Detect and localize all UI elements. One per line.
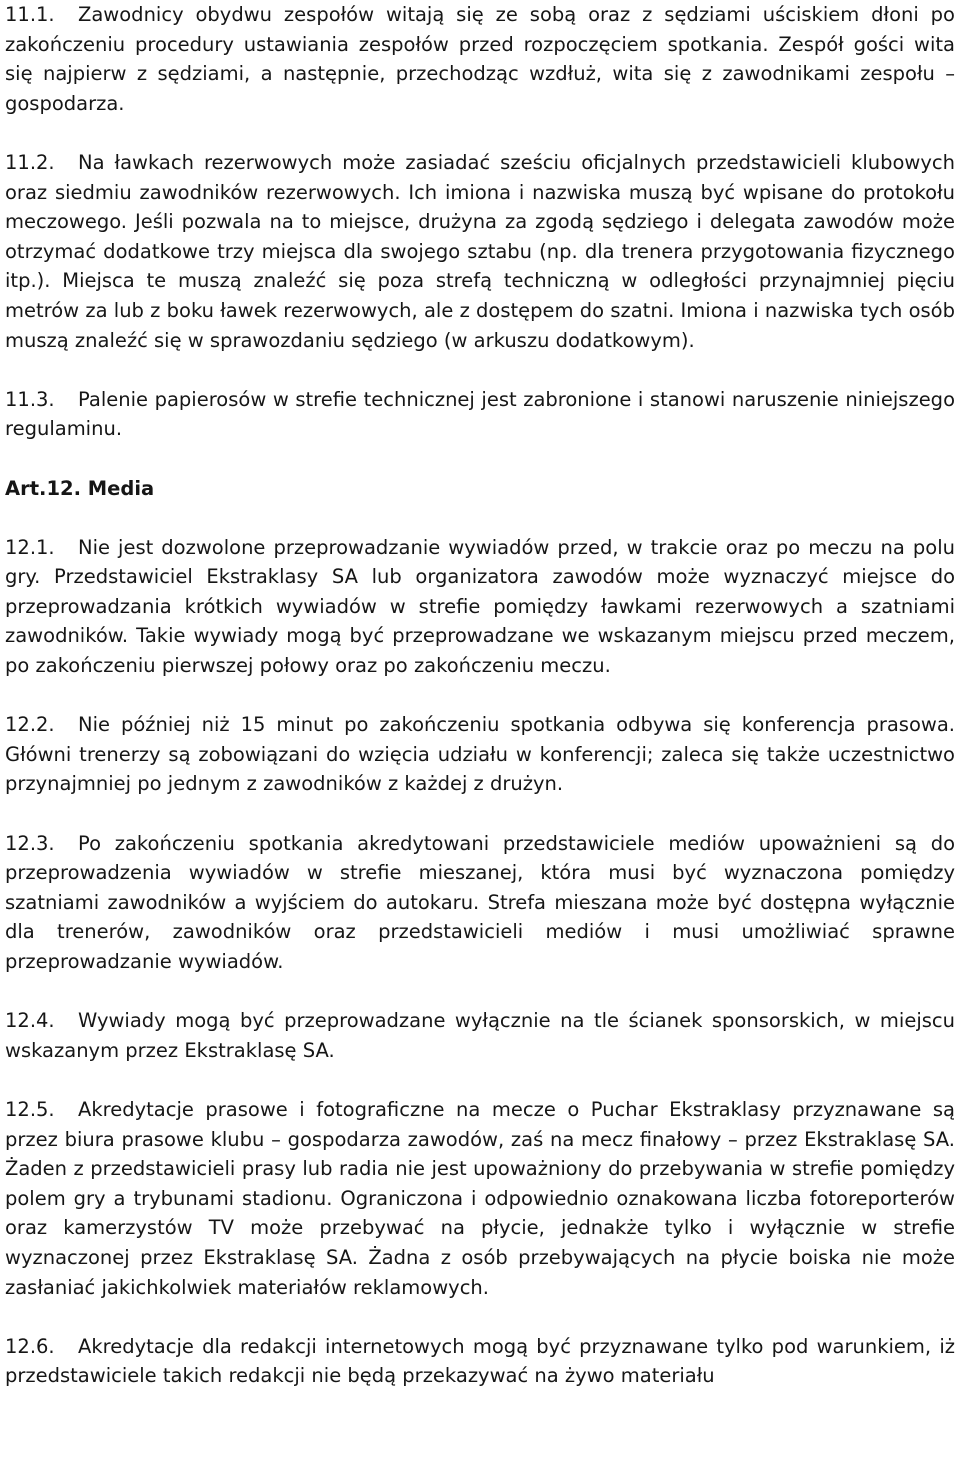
paragraph-number: 12.5. [5, 1097, 55, 1121]
paragraph-number: 11.3. [5, 387, 55, 411]
paragraph-number: 12.3. [5, 831, 55, 855]
paragraph-12-6 [5, 1332, 955, 1391]
paragraph-12-3 [5, 829, 955, 977]
paragraph-number: 12.1. [5, 535, 55, 559]
section-heading: Art.12. Media [5, 476, 155, 500]
paragraph-12-1 [5, 533, 955, 681]
paragraph-11-1 [5, 0, 955, 118]
paragraph-11-3 [5, 385, 955, 444]
paragraph-number: 11.2. [5, 150, 55, 174]
paragraph-number: 12.2. [5, 713, 55, 737]
paragraph-number: 12.6. [5, 1334, 55, 1358]
paragraph-text: Nie później niż 15 minut po zakończeniu spotkania odbywa się konferencja prasowa. Główni trenerzy są zobowiązani do wzięcia udziału w konferencji; zaleca się także uczestnictwo przynajmniej po jednym z zawodników z każdej z drużyn. [5, 713, 955, 796]
paragraph-12-2 [5, 710, 955, 799]
paragraph-text: Nie jest dozwolone przeprowadzanie wywiadów przed, w trakcie oraz po meczu na polu gry. Przedstawiciel Ekstraklasy SA lub organizatora zawodów może wyznaczyć miejsce do przeprowadzania krótkich wywiadów w strefie pomiędzy ławkami rezerwowych a szatniami zawodników. Takie wywiady mogą być przeprowadzane we wskazanym miejscu przed meczem, po zakończeniu pierwszej połowy oraz po zakończeniu meczu. [5, 535, 955, 678]
paragraph-text: Po zakończeniu spotkania akredytowani przedstawiciele mediów upoważnieni są do przeprowadzenia wywiadów w strefie mieszanej, która musi być wyznaczona pomiędzy szatniami zawodników a wyjściem do autokaru. Strefa mieszana może być dostępna wyłącznie dla trenerów, zawodników oraz przedstawicieli mediów i musi umożliwiać sprawne przeprowadzanie wywiadów. [5, 831, 955, 973]
paragraph-12-4 [5, 1006, 955, 1065]
paragraph-number: 12.4. [5, 1009, 55, 1033]
paragraph-text: Wywiady mogą być przeprowadzane wyłącznie na tle ścianek sponsorskich, w miejscu wskazanym przez Ekstraklasę SA. [5, 1009, 955, 1062]
paragraph-text: Palenie papierosów w strefie technicznej jest zabronione i stanowi naruszenie niniejszego regulaminu. [5, 387, 955, 441]
paragraph-12-5 [5, 1095, 955, 1302]
paragraph-text: Akredytacje dla redakcji internetowych mogą być przyznawane tylko pod warunkiem, iż przedstawiciele takich redakcji nie będą przekazywać na żywo materiału [5, 1334, 955, 1388]
paragraph-number: 11.1. [5, 3, 55, 26]
paragraph-text: Na ławkach rezerwowych może zasiadać sześciu oficjalnych przedstawicieli klubowych oraz siedmiu zawodników rezerwowych. Ich imiona i nazwiska muszą być wpisane do protokołu meczowego. Jeśli pozwala na to miejsce, drużyna za zgodą sędziego i delegata zawodów może otrzymać dodatkowe trzy miejsca dla swojego sztabu (np. dla trenera przygotowania fizycznego itp.). Miejsca te muszą znaleźć się poza strefą techniczną w odległości przynajmniej pięciu metrów za lub z boku ławek rezerwowych, ale z dostępem do szatni. Imiona i nazwiska tych osób muszą znaleźć się w sprawozdaniu sędziego (w arkuszu dodatkowym). [5, 150, 955, 352]
document-page [5, 0, 955, 1391]
paragraph-text: Akredytacje prasowe i fotograficzne na mecze o Puchar Ekstraklasy przyznawane są przez biura prasowe klubu – gospodarza zawodów, zaś na mecz finałowy – przez Ekstraklasę SA. Żaden z przedstawicieli prasy lub radia nie jest upoważniony do przebywania w strefie pomiędzy polem gry a trybunami stadionu. Ograniczona i odpowiednio oznakowana liczba fotoreporterów oraz kamerzystów TV może przebywać na płycie, jednakże tylko i wyłącznie w strefie wyznaczonej przez Ekstraklasę SA. Żadna z osób przebywających na płycie boiska nie może zasłaniać jakichkolwiek materiałów reklamowych. [5, 1097, 955, 1299]
paragraph-text: Zawodnicy obydwu zespołów witają się ze sobą oraz z sędziami uściskiem dłoni po zakończeniu procedury ustawiania zespołów przed rozpoczęciem spotkania. Zespół gości wita się najpierw z sędziami, a następnie, przechodząc wzdłuż, wita się z zawodnikami zespołu – gospodarza. [5, 3, 955, 115]
paragraph-11-2 [5, 148, 955, 355]
